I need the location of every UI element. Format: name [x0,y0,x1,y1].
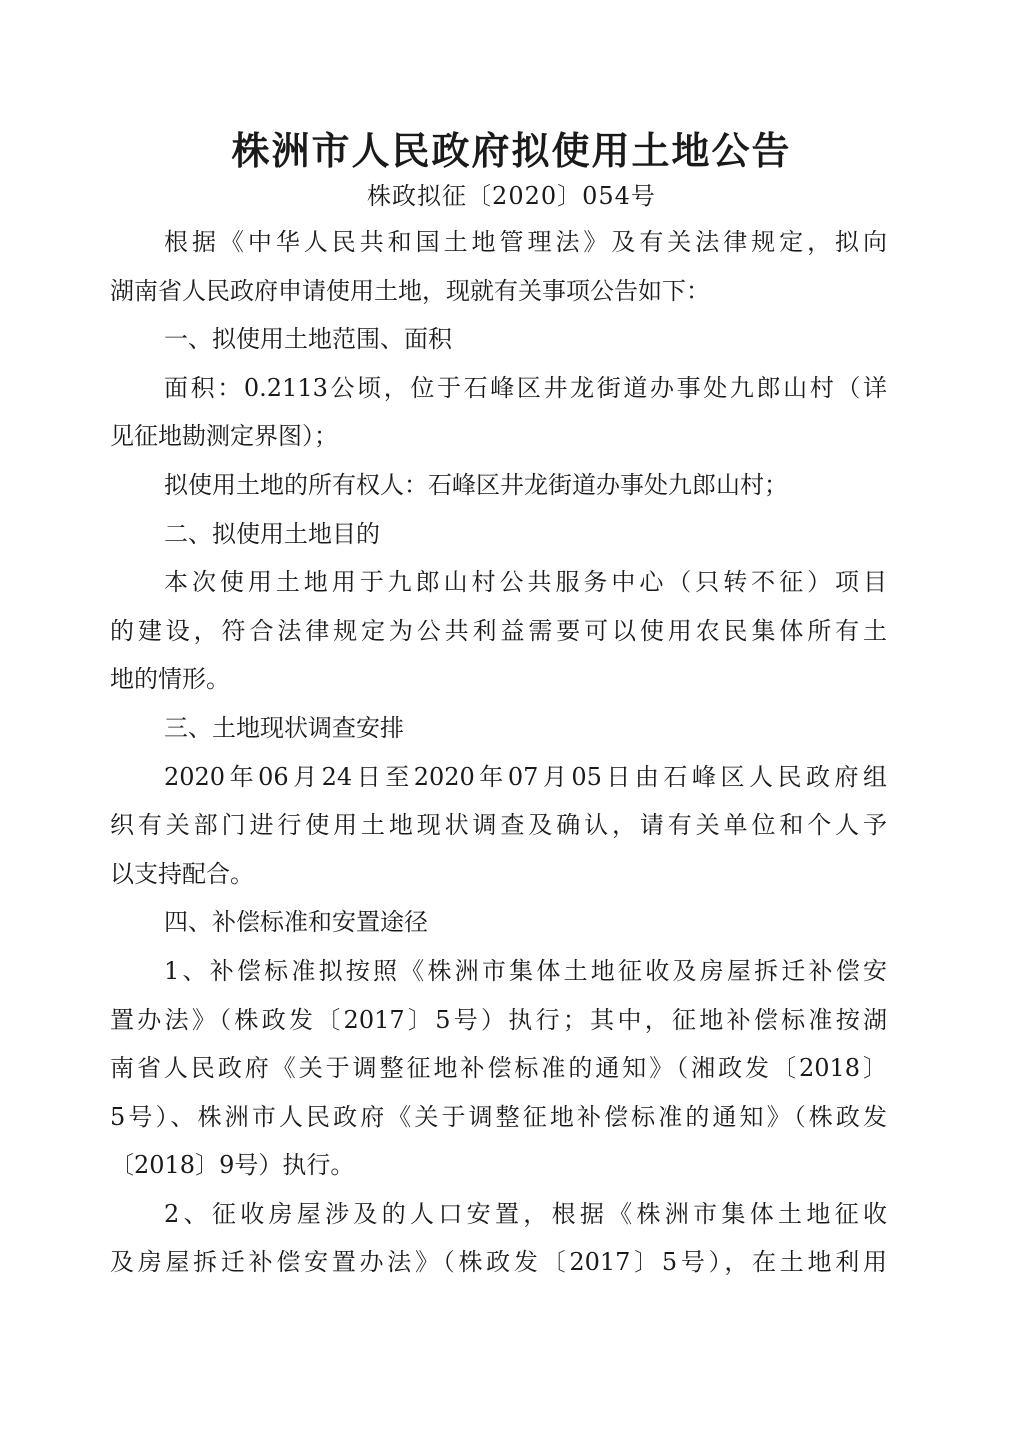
text-line: 织有关部门进行使用土地现状调查及确认，请有关单位和个人予 [110,811,887,840]
text-line: 〔2018〕9号）执行。 [110,1151,355,1180]
text-line: 及房屋拆迁补偿安置办法》（株政发〔2017〕5号），在土地利用 [110,1248,887,1277]
text-line: 置办法》（株政发〔2017〕5号）执行；其中，征地补偿标准按湖 [110,1005,887,1034]
text-line: 的建设，符合法律规定为公共利益需要可以使用农民集体所有土 [110,616,887,645]
text-line: 以支持配合。 [110,859,254,888]
text-line: 二、拟使用土地目的 [164,519,380,548]
document-number: 株政拟征〔2020〕054号 [367,182,656,210]
text-line: 见征地勘测定界图）； [110,422,338,451]
text-line: 1、补偿标准拟按照《株洲市集体土地征收及房屋拆迁补偿安 [164,956,887,985]
document-body [110,222,887,1291]
text-line: 一、拟使用土地范围、面积 [164,325,452,354]
text-line: 三、土地现状调查安排 [164,713,404,742]
text-line: 拟使用土地的所有权人：石峰区井龙街道办事处九郎山村； [164,470,788,499]
page-title: 株洲市人民政府拟使用土地公告 [231,129,792,173]
text-line: 面积：0.2113公顷，位于石峰区井龙街道办事处九郎山村（详 [164,373,887,402]
text-line: 根据《中华人民共和国土地管理法》及有关法律规定，拟向 [164,228,887,256]
text-line: 南省人民政府《关于调整征地补偿标准的通知》（湘政发〔2018〕 [110,1054,887,1083]
text-line: 5号）、株洲市人民政府《关于调整征地补偿标准的通知》（株政发 [110,1102,887,1131]
text-line: 2、征收房屋涉及的人口安置，根据《株洲市集体土地征收 [164,1199,887,1228]
text-line: 四、补偿标准和安置途径 [164,908,428,937]
text-line: 2020年06月24日至2020年07月05日由石峰区人民政府组 [164,762,887,791]
text-line: 湖南省人民政府申请使用土地，现就有关事项公告如下： [110,276,710,305]
text-line: 地的情形。 [110,665,230,694]
text-line: 本次使用土地用于九郎山村公共服务中心（只转不征）项目 [164,568,887,597]
